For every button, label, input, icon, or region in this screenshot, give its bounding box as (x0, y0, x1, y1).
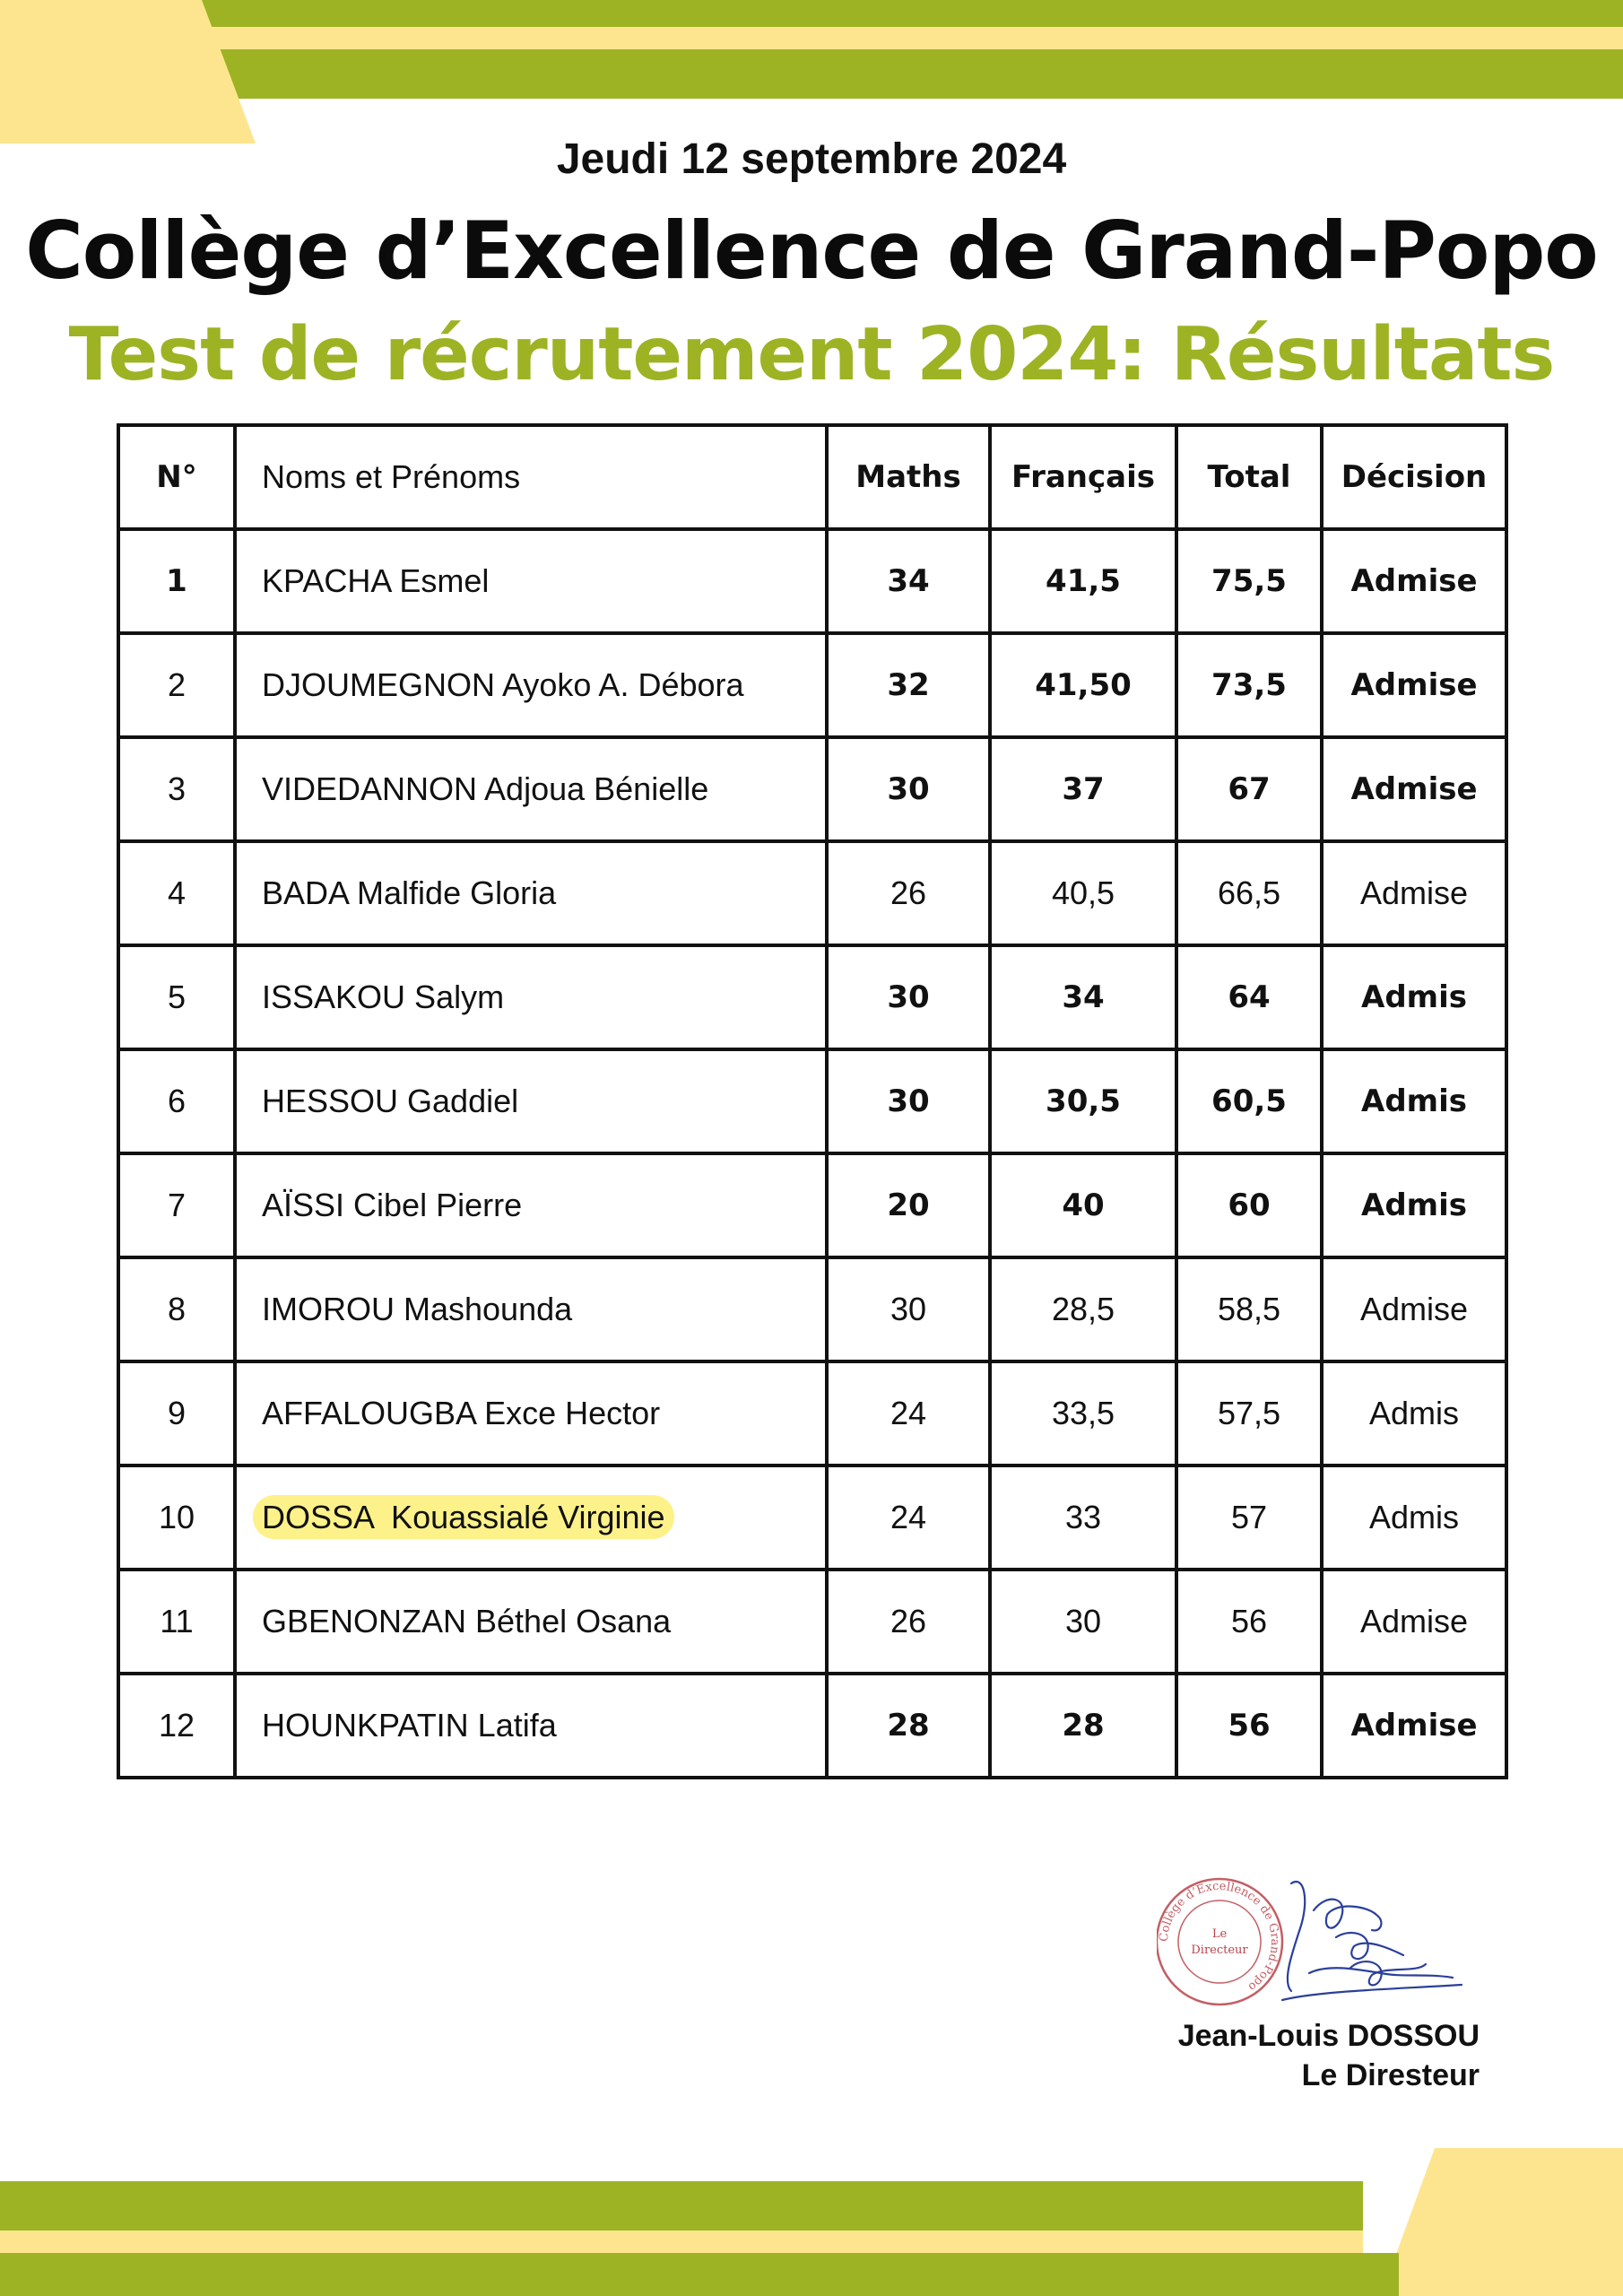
stamp-center-directeur: Directeur (1191, 1944, 1248, 1957)
cell-maths: 32 (827, 633, 990, 737)
signatory (1178, 2016, 1480, 2095)
cell-total: 67 (1176, 737, 1322, 841)
cell-decision: Admis (1322, 1153, 1506, 1257)
table-row (118, 945, 1506, 1049)
cell-number: 5 (118, 945, 235, 1049)
cell-number: 12 (118, 1674, 235, 1778)
cell-name-highlighted (235, 1465, 827, 1570)
signatory-title: Le Diresteur (1301, 2058, 1480, 2092)
cell-decision: Admise (1322, 1674, 1506, 1778)
cell-maths: 34 (827, 529, 990, 633)
handwritten-signature (1282, 1882, 1462, 2000)
header-number: N° (118, 425, 235, 529)
cell-decision: Admise (1322, 633, 1506, 737)
cell-maths: 24 (827, 1361, 990, 1465)
cell-name: ISSAKOU Salym (235, 945, 827, 1049)
cell-number: 3 (118, 737, 235, 841)
top-green-stripe-2 (215, 49, 1623, 99)
cell-total: 73,5 (1176, 633, 1322, 737)
header-total: Total (1176, 425, 1322, 529)
cell-decision: Admis (1322, 1049, 1506, 1153)
cell-total: 64 (1176, 945, 1322, 1049)
cell-name: HOUNKPATIN Latifa (235, 1674, 827, 1778)
cell-francais: 41,5 (990, 529, 1176, 633)
cell-francais: 30,5 (990, 1049, 1176, 1153)
top-left-yellow-shape (0, 0, 269, 148)
cell-decision: Admis (1322, 1361, 1506, 1465)
cell-name: DJOUMEGNON Ayoko A. Débora (235, 633, 827, 737)
cell-name: IMOROU Mashounda (235, 1257, 827, 1361)
signatory-name: Jean-Louis DOSSOU (1177, 2019, 1480, 2053)
cell-number: 1 (118, 529, 235, 633)
cell-decision: Admise (1322, 1570, 1506, 1674)
table-row (118, 1257, 1506, 1361)
cell-francais: 33 (990, 1465, 1176, 1570)
bottom-yellow-stripe (0, 2231, 1363, 2253)
cell-name: AÏSSI Cibel Pierre (235, 1153, 827, 1257)
bottom-green-stripe-1 (0, 2181, 1363, 2231)
cell-total: 57,5 (1176, 1361, 1322, 1465)
top-green-stripe-1 (197, 0, 1623, 27)
table-row (118, 1361, 1506, 1465)
table-row (118, 633, 1506, 737)
cell-francais: 37 (990, 737, 1176, 841)
cell-total: 58,5 (1176, 1257, 1322, 1361)
table-row (118, 1674, 1506, 1778)
table-row (118, 529, 1506, 633)
header-name: Noms et Prénoms (235, 425, 827, 529)
cell-decision: Admise (1322, 737, 1506, 841)
cell-francais: 41,50 (990, 633, 1176, 737)
top-yellow-stripe (197, 27, 1623, 49)
cell-total: 60,5 (1176, 1049, 1322, 1153)
table-header-row (118, 425, 1506, 529)
cell-number: 11 (118, 1570, 235, 1674)
director-stamp (1157, 1879, 1282, 2005)
cell-maths: 26 (827, 1570, 990, 1674)
cell-decision: Admis (1322, 1465, 1506, 1570)
table-row (118, 1465, 1506, 1570)
cell-name: BADA Malfide Gloria (235, 841, 827, 945)
cell-number: 10 (118, 1465, 235, 1570)
cell-maths: 30 (827, 737, 990, 841)
cell-maths: 28 (827, 1674, 990, 1778)
cell-number: 4 (118, 841, 235, 945)
cell-maths: 30 (827, 1257, 990, 1361)
cell-total: 75,5 (1176, 529, 1322, 633)
cell-number: 2 (118, 633, 235, 737)
cell-francais: 34 (990, 945, 1176, 1049)
cell-francais: 40 (990, 1153, 1176, 1257)
cell-decision: Admise (1322, 529, 1506, 633)
table-row (118, 737, 1506, 841)
cell-total: 60 (1176, 1153, 1322, 1257)
cell-total: 57 (1176, 1465, 1322, 1570)
stamp-ring-text: Collège d’Excellence de Grand-Popo (1157, 1879, 1282, 1994)
cell-total: 56 (1176, 1570, 1322, 1674)
cell-maths: 20 (827, 1153, 990, 1257)
document-date: Jeudi 12 septembre 2024 (556, 135, 1067, 183)
cell-number: 9 (118, 1361, 235, 1465)
cell-name: AFFALOUGBA Exce Hector (235, 1361, 827, 1465)
cell-number: 6 (118, 1049, 235, 1153)
highlighted-name: DOSSA Kouassialé Virginie (253, 1495, 674, 1539)
bottom-green-stripe-2 (0, 2253, 1399, 2296)
cell-decision: Admise (1322, 1257, 1506, 1361)
cell-francais: 33,5 (990, 1361, 1176, 1465)
cell-maths: 30 (827, 945, 990, 1049)
stamp-center-le: Le (1211, 1927, 1228, 1941)
header-maths: Maths (827, 425, 990, 529)
table-row (118, 841, 1506, 945)
cell-name: KPACHA Esmel (235, 529, 827, 633)
cell-number: 7 (118, 1153, 235, 1257)
cell-maths: 30 (827, 1049, 990, 1153)
cell-maths: 26 (827, 841, 990, 945)
cell-francais: 28,5 (990, 1257, 1176, 1361)
cell-maths: 24 (827, 1465, 990, 1570)
table-row (118, 1153, 1506, 1257)
table-row (118, 1570, 1506, 1674)
cell-total: 56 (1176, 1674, 1322, 1778)
cell-number: 8 (118, 1257, 235, 1361)
results-title: Test de récrutement 2024: Résultats (68, 312, 1555, 397)
cell-francais: 28 (990, 1674, 1176, 1778)
table-row (118, 1049, 1506, 1153)
cell-decision: Admise (1322, 841, 1506, 945)
cell-francais: 30 (990, 1570, 1176, 1674)
school-name: Collège d’Excellence de Grand-Popo (25, 204, 1598, 297)
cell-name: VIDEDANNON Adjoua Bénielle (235, 737, 827, 841)
cell-decision: Admis (1322, 945, 1506, 1049)
header-francais: Français (990, 425, 1176, 529)
stamp-and-signature (1157, 1866, 1515, 2018)
results-table (117, 423, 1508, 1779)
cell-francais: 40,5 (990, 841, 1176, 945)
cell-total: 66,5 (1176, 841, 1322, 945)
cell-name: HESSOU Gaddiel (235, 1049, 827, 1153)
header-decision: Décision (1322, 425, 1506, 529)
cell-name: GBENONZAN Béthel Osana (235, 1570, 827, 1674)
